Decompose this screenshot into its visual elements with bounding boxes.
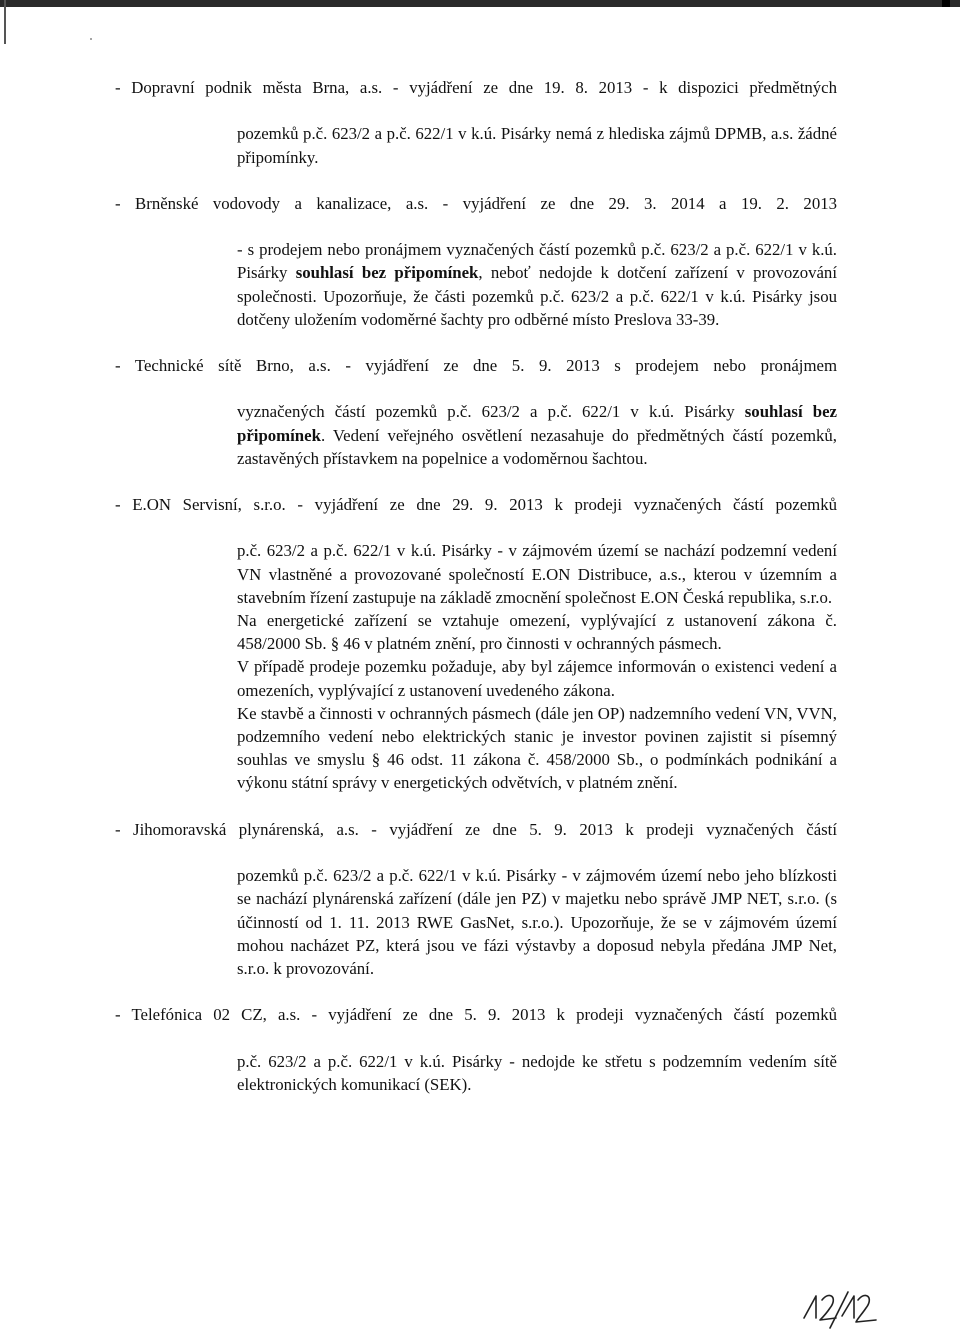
section-label: - Technické sítě Brno, a.s. [115,356,331,376]
section-paragraph: p.č. 623/2 a p.č. 622/1 v k.ú. Pisárky - nedojde ke střetu s podzemním vedením sítě elektronických komunikací (SEK). [237,1051,837,1094]
section-label: - E.ON Servisní, s.r.o. [115,495,286,515]
section-first-line [115,1003,837,1049]
bold-text: souhlasí bez připomínek [237,402,837,445]
section-first-line [115,192,837,238]
section-tsb [115,354,837,470]
section-dpmb [115,76,837,169]
body-text: . Vedení veřejného osvětlení nezasahuje do předmětných částí pozemků, zastavěných přístavkem na popelnice a vodoměrnou šachtou. [237,425,837,468]
section-line1: - vyjádření ze dne 19. 8. 2013 - k dispozici předmětných [382,78,838,97]
section-paragraph: Ke stavbě a činnosti v ochranných pásmech (dále jen OP) nadzemního vedení VN, VVN, podzemního vedení nebo elektrických stanic je investor povinen zajistit si písemný souhlas ve smyslu § 46 odst. 11 zákona č. 458/2000 Sb., o podmínkách podnikání a výkonu státní správy v energetických odvětvích, v platném znění. [237,703,837,793]
scan-left-edge [4,0,6,44]
section-line1: - vyjádření ze dne 29. 3. 2014 a 19. 2. 2013 [428,193,837,213]
section-jmp [115,818,837,980]
section-paragraph: p.č. 623/2 a p.č. 622/1 v k.ú. Pisárky - v zájmovém území se nachází podzemní vedení VN vlastněné a provozované společností E.ON Distribuce, a.s., kterou v územním a stavebním řízení zastupuje na základě zmocnění společnost E.ON Česká republika, s.r.o. [237,541,837,607]
scan-corner-mark [942,0,950,7]
bold-text: souhlasí bez připomínek [295,263,479,283]
section-label: - Jihomoravská plynárenská, a.s. [115,819,359,839]
section-bvk [115,192,837,331]
section-label: - Brněnské vodovody a kanalizace, a.s. [115,193,429,213]
section-body: pozemků p.č. 623/2 a p.č. 622/1 v k.ú. Pisárky nemá z hlediska zájmů DPMB, a.s. žádné připomínky. [237,124,837,167]
section-first-line [115,818,837,864]
scan-top-border [0,0,960,7]
handwritten-page-number [800,1288,880,1332]
body-text: , neboť nedojde k dotčení zařízení v provozování společnosti. Upozorňuje, že části pozemků p.č. 623/2 a p.č. 622/1 v k.ú. Pisárky jsou dotčeny uložením vodoměrné šachty pro odběrné místo Preslova 33-39. [237,263,837,329]
section-paragraph: Na energetické zařízení se vztahuje omezení, vyplývající z ustanovení zákona č. 458/2000 Sb. § 46 v platném znění, pro činnosti v ochranných pásmech. [237,611,837,654]
section-body [115,238,837,331]
section-line1: - vyjádření ze dne 5. 9. 2013 k prodeji vyznačených částí pozemků [300,1005,837,1025]
section-label: - Dopravní podnik města Brna, a.s. [115,78,383,97]
body-text: - s prodejem nebo pronájmem vyznačených částí pozemků p.č. 623/2 a p.č. 622/1 v k.ú. Pisárky [237,240,837,283]
section-line1: - vyjádření ze dne 5. 9. 2013 k prodeji vyznačených částí [358,819,837,839]
section-eon [115,493,837,795]
section-first-line [115,354,837,400]
section-telefonica [115,1003,837,1096]
body-text: vyznačených částí pozemků p.č. 623/2 a p.č. 622/1 v k.ú. Pisárky [237,402,745,422]
document-body [115,76,837,1119]
section-label: - Telefónica 02 CZ, a.s. [115,1005,301,1025]
section-body [115,400,837,470]
section-first-line [115,76,837,122]
section-first-line [115,493,837,539]
section-line1: - vyjádření ze dne 5. 9. 2013 s prodejem nebo pronájmem [330,356,838,376]
section-paragraph: V případě prodeje pozemku požaduje, aby byl zájemce informován o existenci vedení a omezeních, vyplývající z ustanovení uvedeného zákona. [237,657,837,700]
section-paragraph: pozemků p.č. 623/2 a p.č. 622/1 v k.ú. Pisárky - v zájmovém území nebo jeho blízkosti se nachází plynárenská zařízení (dále jen PZ) v majetku nebo správě JMP NET, s.r.o. (s účinností od 1. 11. 2013 RWE GasNet, s.r.o.). Upozorňuje, že se v zájmovém území mohou nacházet PZ, která jsou ve fázi výstavby a doposud nebyla předána JMP Net, s.r.o. k provozování. [237,866,837,978]
section-line1: - vyjádření ze dne 29. 9. 2013 k prodeji vyznačených částí pozemků [285,495,837,515]
scan-speck [90,38,92,40]
